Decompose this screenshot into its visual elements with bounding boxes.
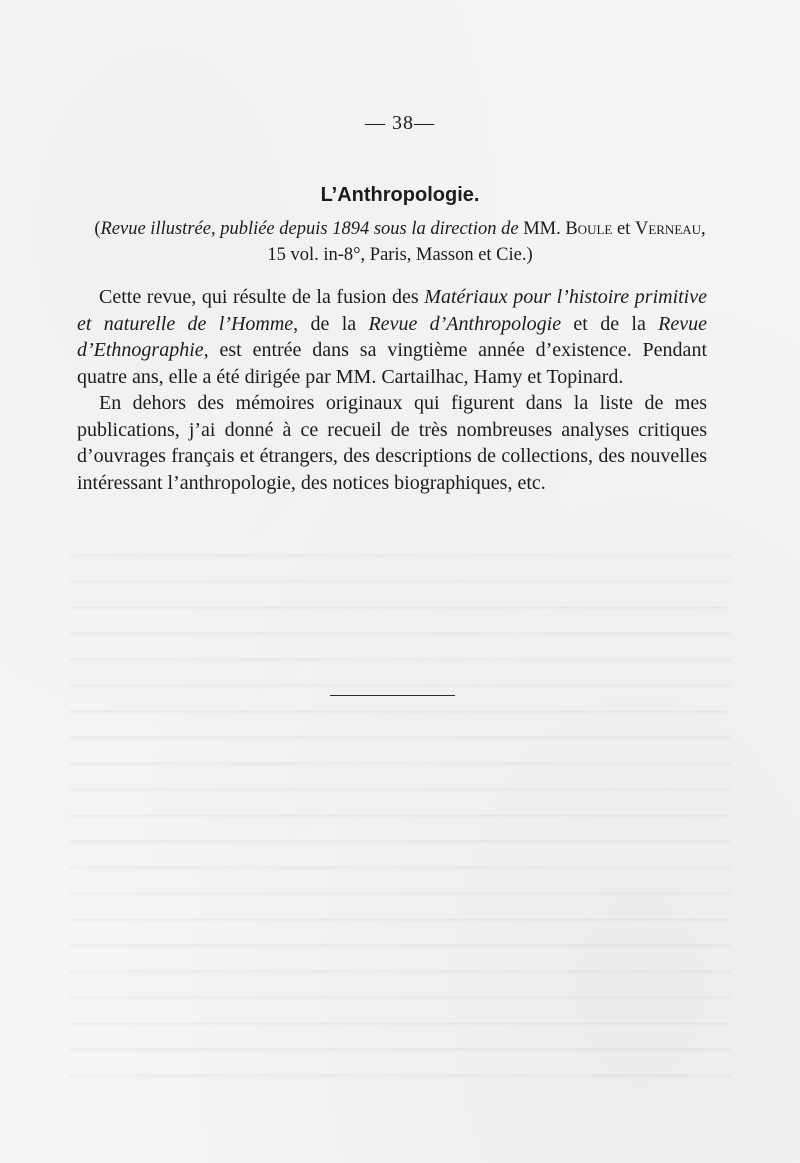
paragraph-2: En dehors des mémoires originaux qui figurent dans la liste de mes publications, j’ai donné à ce recueil de très nombreuses analyses critiques d’ouvrages français et étrangers, des descriptions de collections, des nouvelles intéressant l’anthropologie, des notices biographiques, etc. [77,392,707,494]
paragraph-1-text-1: Cette revue, qui résulte de la fusion des [99,286,425,308]
publication-details [76,216,724,268]
section-divider [330,695,455,696]
page-title: L’Anthropologie. [320,184,480,206]
paragraph-1-italic-2: Revue d’Anthropologie [368,312,562,335]
subtitle-italic-text: Revue illustrée, publiée depuis 1894 sous la direction de [100,219,519,239]
subtitle-connector: et [616,219,631,239]
show-through-texture [70,540,730,1100]
paragraph-1-text-4: , est entrée dans sa vingtième année d’existence. Pendant quatre ans, elle a été dirigée par MM. Cartailhac, Hamy et Topinard. [77,339,707,388]
paragraph-1-text-3: et de la [561,312,659,335]
subtitle-names-prefix: MM. [523,219,561,239]
subtitle-line-2: 15 vol. in-8°, Paris, Masson et Cie.) [267,245,533,265]
subtitle-author-2: Verneau, [634,219,706,239]
paragraph-1-text-2: , de la [293,312,369,335]
page-number: — 38— [365,112,435,134]
body-text [77,284,707,496]
subtitle-open-paren: ( [94,219,101,239]
paragraph-1 [77,284,707,390]
paragraph-1-italic-1: Matériaux pour l’histoire primitive et naturelle de l’Homme [77,286,707,335]
paragraph-1-italic-3: Revue d’Ethnographie [77,312,708,361]
subtitle-author-1: Boule [565,219,613,239]
